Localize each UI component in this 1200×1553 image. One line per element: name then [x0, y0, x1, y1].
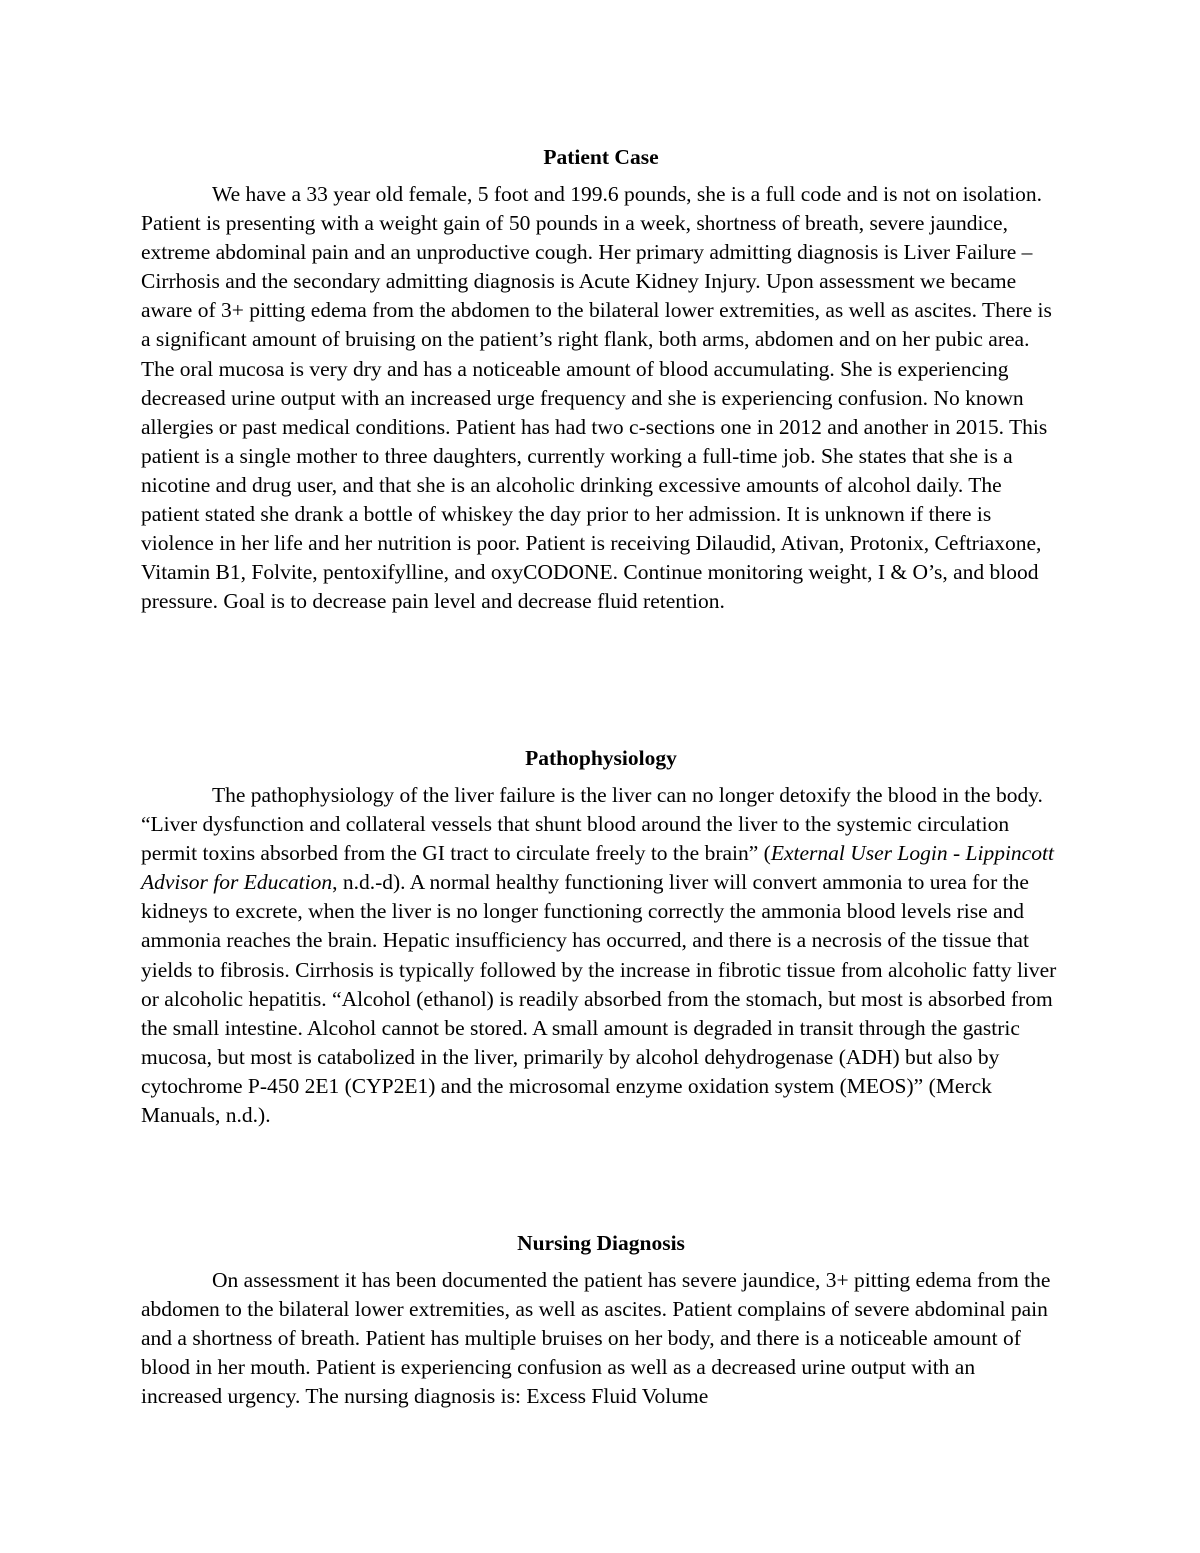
section-patient-case: [141, 143, 1061, 616]
section-pathophysiology: [141, 744, 1061, 1130]
paragraph-nursing-diagnosis: On assessment it has been documented the patient has severe jaundice, 3+ pitting edema from the abdomen to the bilateral lower extremities, as well as ascites. Patient complains of severe abdominal pain and a shortness of breath. Patient has multiple bruises on her body, and there is a noticeable amount of blood in her mouth. Patient is experiencing confusion as well as a decreased urine output with an increased urgency. The nursing diagnosis is: Excess Fluid Volume: [141, 1268, 1051, 1409]
citation-title: External User Login - Lippincott Advisor for Education: [141, 841, 1054, 895]
pathophysiology-text-part1: The pathophysiology of the liver failure is the liver can no longer detoxify the blood in the body. “Liver dysfunction and collateral vessels that shunt blood around the liver to the systemic circulation permit toxins absorbed from the GI tract to circulate freely to the brain” (: [141, 783, 1043, 866]
heading-patient-case: Patient Case: [543, 145, 659, 169]
heading-nursing-diagnosis: Nursing Diagnosis: [517, 1231, 685, 1255]
paragraph-pathophysiology: [141, 781, 1061, 1130]
heading-pathophysiology: Pathophysiology: [525, 746, 677, 770]
section-nursing-diagnosis: [141, 1229, 1061, 1411]
paragraph-patient-case: We have a 33 year old female, 5 foot and 199.6 pounds, she is a full code and is not on isolation. Patient is presenting with a weight gain of 50 pounds in a week, shortness of breath, severe jaundice, extreme abdominal pain and an unproductive cough. Her primary admitting diagnosis is Liver Failure – Cirrhosis and the secondary admitting diagnosis is Acute Kidney Injury. Upon assessment we became aware of 3+ pitting edema from the abdomen to the bilateral lower extremities, as well as ascites. There is a significant amount of bruising on the patient’s right flank, both arms, abdomen and on her pubic area. The oral mucosa is very dry and has a noticeable amount of blood accumulating. She is experiencing decreased urine output with an increased urge frequency and she is experiencing confusion. No known allergies or past medical conditions. Patient has had two c-sections one in 2012 and another in 2015. This patient is a single mother to three daughters, currently working a full-time job. She states that she is a nicotine and drug user, and that she is an alcoholic drinking excessive amounts of alcohol daily. The patient stated she drank a bottle of whiskey the day prior to her admission. It is unknown if there is violence in her life and her nutrition is poor. Patient is receiving Dilaudid, Ativan, Protonix, Ceftriaxone, Vitamin B1, Folvite, pentoxifylline, and oxyCODONE. Continue monitoring weight, I & O’s, and blood pressure. Goal is to decrease pain level and decrease fluid retention.: [141, 182, 1052, 614]
pathophysiology-text-part2: , n.d.-d). A normal healthy functioning liver will convert ammonia to urea for the kidneys to excrete, when the liver is no longer functioning correctly the ammonia blood levels rise and ammonia reaches the brain. Hepatic insufficiency has occurred, and there is a necrosis of the tissue that yields to fibrosis. Cirrhosis is typically followed by the increase in fibrotic tissue from alcoholic fatty liver or alcoholic hepatitis. “Alcohol (ethanol) is readily absorbed from the stomach, but most is absorbed from the small intestine. Alcohol cannot be stored. A small amount is degraded in transit through the gastric mucosa, but most is catabolized in the liver, primarily by alcohol dehydrogenase (ADH) but also by cytochrome P-450 2E1 (CYP2E1) and the microsomal enzyme oxidation system (MEOS)” (Merck Manuals, n.d.).: [141, 870, 1057, 1128]
